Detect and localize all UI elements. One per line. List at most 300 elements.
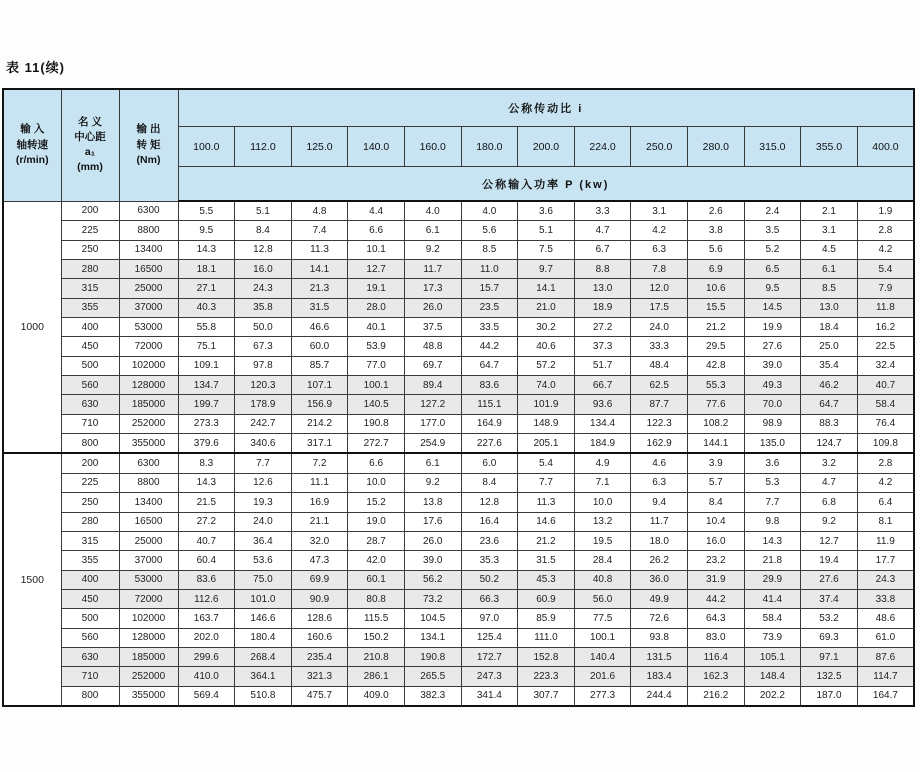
power-cell: 364.1 [235, 667, 292, 686]
power-cell: 19.5 [574, 531, 631, 550]
power-cell: 163.7 [178, 609, 235, 628]
power-cell: 115.1 [461, 395, 518, 414]
power-cell: 26.0 [404, 531, 461, 550]
power-cell: 183.4 [631, 667, 688, 686]
power-cell: 13.8 [404, 493, 461, 512]
power-cell: 272.7 [348, 434, 405, 454]
power-cell: 87.6 [857, 647, 914, 666]
power-cell: 2.6 [687, 201, 744, 221]
power-cell: 201.6 [574, 667, 631, 686]
ratio-header-cell: 140.0 [348, 127, 405, 167]
power-cell: 7.8 [631, 260, 688, 279]
power-cell: 73.2 [404, 589, 461, 608]
power-cell: 210.8 [348, 647, 405, 666]
power-cell: 26.0 [404, 298, 461, 317]
power-cell: 128.6 [291, 609, 348, 628]
center-distance-cell: 280 [61, 512, 119, 531]
power-cell: 66.7 [574, 376, 631, 395]
power-cell: 22.5 [857, 337, 914, 356]
center-distance-cell: 400 [61, 318, 119, 337]
power-cell: 24.0 [631, 318, 688, 337]
power-cell: 74.0 [518, 376, 575, 395]
power-cell: 10.0 [574, 493, 631, 512]
output-torque-cell: 16500 [119, 260, 178, 279]
power-cell: 2.8 [857, 221, 914, 240]
power-cell: 19.1 [348, 279, 405, 298]
power-cell: 160.6 [291, 628, 348, 647]
ratio-header-cell: 355.0 [801, 127, 858, 167]
power-cell: 4.2 [857, 473, 914, 492]
power-cell: 5.4 [857, 260, 914, 279]
power-cell: 13.2 [574, 512, 631, 531]
output-torque-cell: 252000 [119, 667, 178, 686]
ratio-header-cell: 112.0 [235, 127, 292, 167]
power-cell: 268.4 [235, 647, 292, 666]
power-cell: 14.6 [518, 512, 575, 531]
power-cell: 14.1 [518, 279, 575, 298]
power-cell: 57.2 [518, 356, 575, 375]
power-cell: 16.9 [291, 493, 348, 512]
power-cell: 21.5 [178, 493, 235, 512]
power-cell: 73.9 [744, 628, 801, 647]
power-cell: 134.7 [178, 376, 235, 395]
power-cell: 321.3 [291, 667, 348, 686]
center-distance-cell: 450 [61, 337, 119, 356]
power-cell: 187.0 [801, 686, 858, 706]
power-cell: 3.6 [744, 453, 801, 473]
power-cell: 146.6 [235, 609, 292, 628]
power-cell: 75.0 [235, 570, 292, 589]
power-cell: 3.5 [744, 221, 801, 240]
power-cell: 135.0 [744, 434, 801, 454]
power-cell: 23.6 [461, 531, 518, 550]
power-cell: 13.0 [801, 298, 858, 317]
power-cell: 19.9 [744, 318, 801, 337]
output-torque-cell: 25000 [119, 531, 178, 550]
input-speed-cell: 1000 [3, 201, 61, 453]
power-cell: 190.8 [348, 414, 405, 433]
output-torque-cell: 13400 [119, 493, 178, 512]
ratio-header-cell: 315.0 [744, 127, 801, 167]
ratio-header-cell: 160.0 [404, 127, 461, 167]
power-cell: 11.8 [857, 298, 914, 317]
power-cell: 8.3 [178, 453, 235, 473]
power-cell: 69.3 [801, 628, 858, 647]
table-row [3, 589, 914, 608]
header-center-distance-line: a₁ [84, 146, 96, 159]
power-cell: 6.8 [801, 493, 858, 512]
power-cell: 28.0 [348, 298, 405, 317]
power-cell: 69.9 [291, 570, 348, 589]
power-cell: 202.0 [178, 628, 235, 647]
power-cell: 120.3 [235, 376, 292, 395]
power-cell: 31.9 [687, 570, 744, 589]
table-row [3, 570, 914, 589]
table-row [3, 279, 914, 298]
power-cell: 131.5 [631, 647, 688, 666]
power-cell: 410.0 [178, 667, 235, 686]
output-torque-cell: 355000 [119, 686, 178, 706]
power-cell: 93.8 [631, 628, 688, 647]
power-cell: 10.0 [348, 473, 405, 492]
ratio-header-cell: 180.0 [461, 127, 518, 167]
power-cell: 341.4 [461, 686, 518, 706]
output-torque-cell: 37000 [119, 298, 178, 317]
power-cell: 21.1 [291, 512, 348, 531]
power-cell: 164.7 [857, 686, 914, 706]
table-row [3, 298, 914, 317]
power-cell: 27.6 [744, 337, 801, 356]
power-cell: 5.7 [687, 473, 744, 492]
table-row [3, 493, 914, 512]
center-distance-cell: 500 [61, 356, 119, 375]
output-torque-cell: 6300 [119, 201, 178, 221]
power-cell: 4.8 [291, 201, 348, 221]
power-cell: 140.4 [574, 647, 631, 666]
power-cell: 107.1 [291, 376, 348, 395]
table-row [3, 667, 914, 686]
power-cell: 3.1 [631, 201, 688, 221]
power-cell: 299.6 [178, 647, 235, 666]
power-cell: 44.2 [461, 337, 518, 356]
power-cell: 277.3 [574, 686, 631, 706]
power-cell: 5.2 [744, 240, 801, 259]
header-input-speed-line: 轴转速 [16, 138, 48, 151]
power-cell: 26.2 [631, 551, 688, 570]
center-distance-cell: 710 [61, 667, 119, 686]
table-row [3, 609, 914, 628]
power-cell: 18.4 [801, 318, 858, 337]
power-cell: 8.4 [235, 221, 292, 240]
table-row [3, 473, 914, 492]
power-cell: 11.9 [857, 531, 914, 550]
power-cell: 80.8 [348, 589, 405, 608]
power-cell: 12.0 [631, 279, 688, 298]
power-cell: 2.1 [801, 201, 858, 221]
power-cell: 14.3 [178, 240, 235, 259]
center-distance-cell: 710 [61, 414, 119, 433]
power-cell: 31.5 [518, 551, 575, 570]
output-torque-cell: 72000 [119, 589, 178, 608]
power-cell: 69.7 [404, 356, 461, 375]
power-cell: 216.2 [687, 686, 744, 706]
power-cell: 35.4 [801, 356, 858, 375]
power-cell: 16.2 [857, 318, 914, 337]
power-cell: 39.0 [744, 356, 801, 375]
power-cell: 10.6 [687, 279, 744, 298]
power-cell: 156.9 [291, 395, 348, 414]
power-cell: 202.2 [744, 686, 801, 706]
center-distance-cell: 800 [61, 434, 119, 454]
power-cell: 4.2 [857, 240, 914, 259]
power-cell: 36.0 [631, 570, 688, 589]
power-cell: 244.4 [631, 686, 688, 706]
power-cell: 16.4 [461, 512, 518, 531]
table-row [3, 221, 914, 240]
center-distance-cell: 225 [61, 221, 119, 240]
power-cell: 29.9 [744, 570, 801, 589]
center-distance-cell: 225 [61, 473, 119, 492]
power-cell: 55.3 [687, 376, 744, 395]
center-distance-cell: 315 [61, 531, 119, 550]
power-cell: 9.5 [744, 279, 801, 298]
power-cell: 7.7 [518, 473, 575, 492]
spec-table [2, 88, 915, 707]
power-cell: 6.3 [631, 473, 688, 492]
power-cell: 42.0 [348, 551, 405, 570]
power-cell: 11.7 [631, 512, 688, 531]
power-cell: 37.4 [801, 589, 858, 608]
power-cell: 83.6 [178, 570, 235, 589]
power-cell: 12.7 [801, 531, 858, 550]
header-input-speed-line: (r/min) [15, 153, 49, 166]
power-cell: 61.0 [857, 628, 914, 647]
output-torque-cell: 8800 [119, 473, 178, 492]
output-torque-cell: 53000 [119, 318, 178, 337]
ratio-header-cell: 250.0 [631, 127, 688, 167]
power-cell: 10.4 [687, 512, 744, 531]
power-cell: 6.6 [348, 221, 405, 240]
power-cell: 5.4 [518, 453, 575, 473]
power-cell: 24.0 [235, 512, 292, 531]
power-cell: 4.0 [461, 201, 518, 221]
power-cell: 25.0 [801, 337, 858, 356]
power-cell: 112.6 [178, 589, 235, 608]
output-torque-cell: 252000 [119, 414, 178, 433]
power-cell: 28.7 [348, 531, 405, 550]
power-cell: 273.3 [178, 414, 235, 433]
power-cell: 148.9 [518, 414, 575, 433]
output-torque-cell: 185000 [119, 395, 178, 414]
power-cell: 64.3 [687, 609, 744, 628]
power-cell: 27.2 [178, 512, 235, 531]
power-cell: 9.2 [404, 473, 461, 492]
ratio-header-cell: 200.0 [518, 127, 575, 167]
header-power-title: 公称输入功率 P (kw) [178, 167, 914, 202]
power-cell: 77.0 [348, 356, 405, 375]
power-cell: 27.6 [801, 570, 858, 589]
power-cell: 19.3 [235, 493, 292, 512]
power-cell: 44.2 [687, 589, 744, 608]
power-cell: 114.7 [857, 667, 914, 686]
power-cell: 98.9 [744, 414, 801, 433]
power-cell: 24.3 [235, 279, 292, 298]
center-distance-cell: 250 [61, 240, 119, 259]
power-cell: 6.3 [631, 240, 688, 259]
table-row [3, 240, 914, 259]
power-cell: 49.9 [631, 589, 688, 608]
table-header [3, 89, 914, 201]
power-cell: 152.8 [518, 647, 575, 666]
power-cell: 7.7 [744, 493, 801, 512]
power-cell: 6.0 [461, 453, 518, 473]
output-torque-cell: 25000 [119, 279, 178, 298]
power-cell: 115.5 [348, 609, 405, 628]
power-cell: 9.2 [404, 240, 461, 259]
power-cell: 19.4 [801, 551, 858, 570]
power-cell: 28.4 [574, 551, 631, 570]
power-cell: 48.6 [857, 609, 914, 628]
power-cell: 42.8 [687, 356, 744, 375]
ratio-header-cell: 400.0 [857, 127, 914, 167]
center-distance-cell: 200 [61, 201, 119, 221]
power-cell: 40.8 [574, 570, 631, 589]
power-cell: 2.4 [744, 201, 801, 221]
power-cell: 18.0 [631, 531, 688, 550]
power-cell: 66.3 [461, 589, 518, 608]
power-cell: 8.1 [857, 512, 914, 531]
power-cell: 247.3 [461, 667, 518, 686]
header-output-torque-line: 转 矩 [136, 138, 161, 151]
power-cell: 87.7 [631, 395, 688, 414]
power-cell: 21.3 [291, 279, 348, 298]
power-cell: 12.7 [348, 260, 405, 279]
center-distance-cell: 800 [61, 686, 119, 706]
power-cell: 37.5 [404, 318, 461, 337]
output-torque-cell: 8800 [119, 221, 178, 240]
power-cell: 11.3 [291, 240, 348, 259]
power-cell: 205.1 [518, 434, 575, 454]
power-cell: 317.1 [291, 434, 348, 454]
power-cell: 4.7 [574, 221, 631, 240]
power-cell: 382.3 [404, 686, 461, 706]
center-distance-cell: 200 [61, 453, 119, 473]
power-cell: 39.0 [404, 551, 461, 570]
power-cell: 15.5 [687, 298, 744, 317]
power-cell: 60.4 [178, 551, 235, 570]
power-cell: 53.9 [348, 337, 405, 356]
power-cell: 190.8 [404, 647, 461, 666]
power-cell: 60.9 [518, 589, 575, 608]
power-cell: 32.4 [857, 356, 914, 375]
power-cell: 235.4 [291, 647, 348, 666]
header-output-torque [119, 89, 178, 201]
power-cell: 21.2 [687, 318, 744, 337]
power-cell: 3.8 [687, 221, 744, 240]
power-cell: 33.3 [631, 337, 688, 356]
power-cell: 172.7 [461, 647, 518, 666]
power-cell: 40.3 [178, 298, 235, 317]
spec-table-wrapper [2, 88, 915, 707]
ratio-header-cell: 125.0 [291, 127, 348, 167]
power-cell: 46.2 [801, 376, 858, 395]
power-cell: 100.1 [574, 628, 631, 647]
table-row [3, 647, 914, 666]
power-cell: 379.6 [178, 434, 235, 454]
power-cell: 475.7 [291, 686, 348, 706]
power-cell: 50.2 [461, 570, 518, 589]
power-cell: 340.6 [235, 434, 292, 454]
table-row [3, 318, 914, 337]
header-input-speed [3, 89, 61, 201]
power-cell: 11.3 [518, 493, 575, 512]
power-cell: 58.4 [744, 609, 801, 628]
power-cell: 89.4 [404, 376, 461, 395]
power-cell: 223.3 [518, 667, 575, 686]
power-cell: 254.9 [404, 434, 461, 454]
power-cell: 178.9 [235, 395, 292, 414]
table-title: 表 11(续) [6, 60, 66, 75]
power-cell: 53.6 [235, 551, 292, 570]
center-distance-cell: 560 [61, 628, 119, 647]
power-cell: 134.1 [404, 628, 461, 647]
output-torque-cell: 16500 [119, 512, 178, 531]
power-cell: 7.2 [291, 453, 348, 473]
power-cell: 5.3 [744, 473, 801, 492]
power-cell: 3.6 [518, 201, 575, 221]
power-cell: 32.0 [291, 531, 348, 550]
center-distance-cell: 400 [61, 570, 119, 589]
output-torque-cell: 37000 [119, 551, 178, 570]
power-cell: 41.4 [744, 589, 801, 608]
center-distance-cell: 560 [61, 376, 119, 395]
power-cell: 6.1 [404, 221, 461, 240]
power-cell: 45.3 [518, 570, 575, 589]
power-cell: 46.6 [291, 318, 348, 337]
power-cell: 53.2 [801, 609, 858, 628]
header-output-torque-line: (Nm) [136, 153, 161, 166]
power-cell: 47.3 [291, 551, 348, 570]
power-cell: 24.3 [857, 570, 914, 589]
power-cell: 40.6 [518, 337, 575, 356]
power-cell: 62.5 [631, 376, 688, 395]
table-row [3, 356, 914, 375]
output-torque-cell: 6300 [119, 453, 178, 473]
header-center-distance-line: 名 义 [78, 115, 102, 128]
power-cell: 108.2 [687, 414, 744, 433]
power-cell: 76.4 [857, 414, 914, 433]
power-cell: 5.6 [687, 240, 744, 259]
power-cell: 227.6 [461, 434, 518, 454]
power-cell: 214.2 [291, 414, 348, 433]
power-cell: 4.5 [801, 240, 858, 259]
power-cell: 134.4 [574, 414, 631, 433]
power-cell: 13.0 [574, 279, 631, 298]
power-cell: 16.0 [687, 531, 744, 550]
power-cell: 14.3 [178, 473, 235, 492]
table-row [3, 453, 914, 473]
power-cell: 184.9 [574, 434, 631, 454]
power-cell: 37.3 [574, 337, 631, 356]
center-distance-cell: 450 [61, 589, 119, 608]
power-cell: 2.8 [857, 453, 914, 473]
ratio-header-cell: 224.0 [574, 127, 631, 167]
table-row [3, 260, 914, 279]
power-cell: 150.2 [348, 628, 405, 647]
power-cell: 162.3 [687, 667, 744, 686]
power-cell: 67.3 [235, 337, 292, 356]
header-center-distance [61, 89, 119, 201]
power-cell: 8.4 [461, 473, 518, 492]
power-cell: 72.6 [631, 609, 688, 628]
power-cell: 8.5 [801, 279, 858, 298]
power-cell: 4.9 [574, 453, 631, 473]
power-cell: 109.1 [178, 356, 235, 375]
power-cell: 101.9 [518, 395, 575, 414]
power-cell: 6.7 [574, 240, 631, 259]
power-cell: 164.9 [461, 414, 518, 433]
power-cell: 7.1 [574, 473, 631, 492]
power-cell: 124.7 [801, 434, 858, 454]
power-cell: 3.2 [801, 453, 858, 473]
power-cell: 6.9 [687, 260, 744, 279]
output-torque-cell: 355000 [119, 434, 178, 454]
power-cell: 100.1 [348, 376, 405, 395]
output-torque-cell: 53000 [119, 570, 178, 589]
output-torque-cell: 102000 [119, 356, 178, 375]
power-cell: 27.2 [574, 318, 631, 337]
power-cell: 5.1 [235, 201, 292, 221]
